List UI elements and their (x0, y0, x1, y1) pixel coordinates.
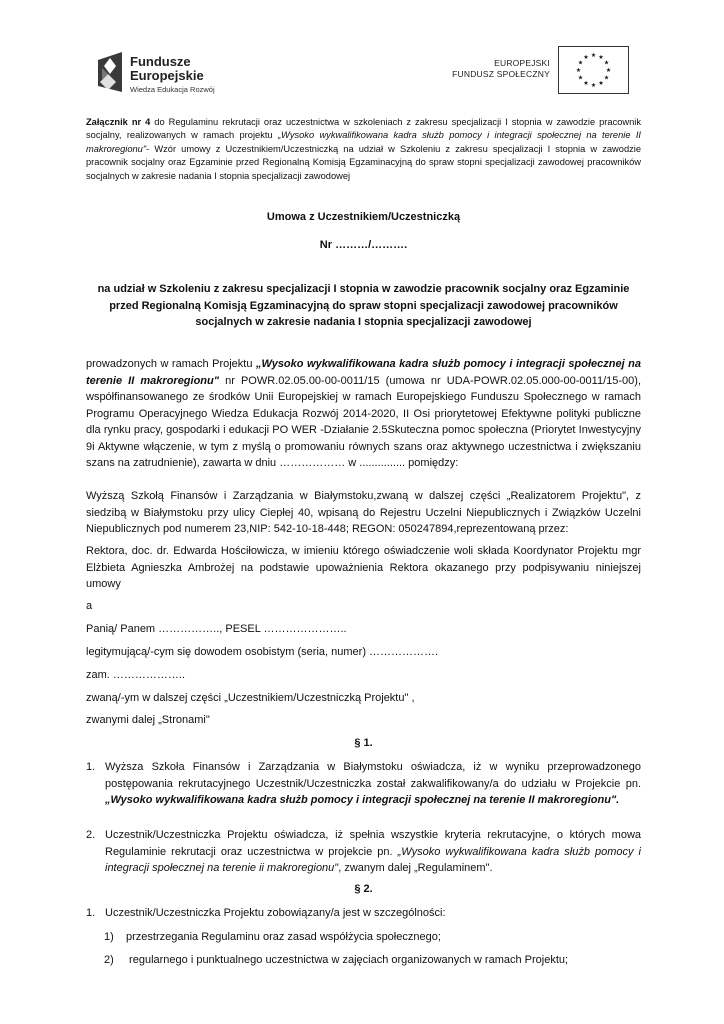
item-text-a: Wyższa Szkoła Finansów i Zarządzania w Białymstoku oświadcza, iż w wyniku przeprowadzonego postępowania rekrutacyjnego Uczestnik/Uczestniczka został zakwalifikowany/a do udziału w Projekcie pn. (105, 761, 641, 790)
id-document-line: legitymującą/-cym się dowodem osobistym (seria, numer) ………………. (86, 646, 439, 658)
document-number: Nr ………/………. (319, 239, 408, 251)
eu-star-icon (591, 53, 596, 57)
p1-text-c: nr POWR.02.05.00-00-0011/15 (umowa nr UDA-POWR.02.05.000-00-0011/15-00), współfinansowanego ze środków Unii Europejskiej w ramach Europejskiego Funduszu Społecznego w ramach Programu Operacyjnego Wiedza Edukacja Rozwój 2014-2020, II Osi priorytetowej Efektywne polityki publiczne dla rynku pracy, gospodarki i edukacji PO WER -Działanie 2.5Skuteczna pomoc społeczna (Priorytet Inwestycyjny 9i Aktywne włączenie, w tym z myślą o promowaniu równych szans oraz aktywnego uczestnictwa i zwiększaniu szans na zatrudnienie), zawarta w dniu ……………… w ............... pomiędzy: (86, 374, 641, 469)
logo-line-3: Wiedza Edukacja Rozwój (130, 85, 215, 94)
participant-name-line: Panią/ Panem …………….., PESEL ………………….. (86, 623, 347, 635)
item-project-name: „Wysoko wykwalifikowana kadra służb pomocy i integracji społecznej na terenie II makroregionu". (105, 794, 620, 806)
fundusze-europejskie-logo (96, 50, 236, 102)
subitem-number: 1) (104, 931, 114, 943)
conjunction-a: a (86, 600, 93, 612)
p1-project-name: „Wysoko wykwalifikowana kadra służb pomocy i integracji społecznej na terenie II makroregionu" (86, 358, 642, 387)
efs-logo-text (440, 58, 550, 80)
eu-star-icon (604, 75, 609, 79)
paragraph-realizator: Wyższą Szkołą Finansów i Zarządzania w Białymstoku,zwaną w dalszej części „Realizatorem Projektu", z siedzibą w Białymstoku przy ulicy Ciepłej 40, wpisaną do Rejestru Uczelni Niepublicznych i Związków Uczelni Niepublicznych pod numerem 23,NIP: 542-10-18-448; REGON: 050247894,reprezentowaną przez: (86, 490, 641, 535)
parties-definition-line: zwanymi dalej „Stronami" (86, 714, 210, 726)
fundusze-logo-mark-icon (96, 52, 124, 92)
subitem-text: przestrzegania Regulaminu oraz zasad współżycia społecznego; (126, 931, 441, 943)
address-line: zam. ……………….. (86, 669, 186, 681)
item-number: 1. (86, 761, 96, 773)
efs-line-1: EUROPEJSKI (494, 58, 550, 68)
attachment-intro (86, 116, 641, 183)
eu-star-icon (578, 75, 583, 79)
document-subject: na udział w Szkoleniu z zakresu specjalizacji I stopnia w zawodzie pracownik socjalny oraz Egzaminie przed Regionalną Komisją Egzaminacyjną do spraw stopni specjalizacji zawodowej pracowników socjalnych w zakresie nadania I stopnia specjalizacji zawodowej (97, 283, 630, 328)
eu-flag-icon (558, 46, 629, 94)
item-text: Uczestnik/Uczestniczka Projektu zobowiązany/a jest w szczególności: (105, 907, 446, 919)
attachment-number: Załącznik nr 4 (86, 117, 151, 127)
item-text-a: Uczestnik/Uczestniczka Projektu oświadcza, iż spełnia wszystkie kryteria rekrutacyjne, o których mowa Regulaminie rekrutacji oraz uczestnictwa w projekcie pn. (105, 829, 641, 858)
section-2-subitem-2 (104, 952, 641, 969)
item-number: 1. (86, 907, 96, 919)
section-1-heading: § 1. (354, 737, 373, 749)
paragraph-rector: Rektora, doc. dr. Edwarda Hościłowicza, w imieniu którego oświadczenie woli składa Koordynator Projektu mgr Elżbieta Agnieszka Ambrożej na podstawie upoważnienia Rektora okazanego przy podpisywaniu niniejszej umowy (86, 545, 641, 590)
eu-star-icon (591, 83, 596, 87)
item-project-name: „Wysoko wykwalifikowana kadra służb pomocy i integracji społecznej na terenie ii makroregionu" (105, 845, 641, 874)
eu-star-icon (584, 81, 589, 85)
document-title: Umowa z Uczestnikiem/Uczestniczką (266, 211, 461, 223)
eu-star-icon (604, 60, 609, 64)
section-2-subitem-1 (104, 929, 641, 946)
logo-line-2: Europejskie (130, 68, 204, 83)
item-number: 2. (86, 829, 96, 841)
eu-star-icon (606, 68, 611, 72)
eu-star-icon (599, 81, 604, 85)
subitem-number: 2) (104, 954, 114, 966)
eu-star-icon (599, 55, 604, 59)
subitem-text: regularnego i punktualnego uczestnictwa w zajęciach organizowanych w ramach Projektu; (126, 954, 569, 966)
paragraph-project (86, 356, 641, 472)
p1-text-a: prowadzonych w ramach Projektu (86, 358, 257, 370)
section-2-heading: § 2. (354, 883, 373, 895)
eu-star-icon (576, 68, 581, 72)
participant-definition-line: zwaną/-ym w dalszej części „Uczestnikiem/Uczestniczką Projektu" , (86, 692, 415, 704)
intro-text-2: - Wzór umowy z Uczestnikiem/Uczestniczką na udział w Szkoleniu z zakresu specjalizacji I stopnia w zawodzie pracownik socjalny oraz Egzaminie przed Regionalną Komisją Egzaminacyjną do spraw stopni specjalizacji zawodowej pracowników socjalnych w zakresie nadania I stopnia specjalizacji zawodowej (86, 143, 641, 181)
eu-star-icon (578, 60, 583, 64)
logo-line-1: Fundusze (130, 54, 191, 69)
eu-star-icon (584, 55, 589, 59)
intro-project-name: „Wysoko wykwalifikowana kadra służb pomocy i integracji społecznej na terenie II makroregionu" (86, 130, 642, 154)
efs-line-2: FUNDUSZ SPOŁECZNY (452, 69, 550, 79)
item-text-c: , zwanym dalej „Regulaminem". (338, 862, 493, 874)
intro-text-1: do Regulaminu rekrutacji oraz uczestnictwa w szkoleniach z zakresu specjalizacji I stopnia w zawodzie pracownik socjalny, realizowanych w ramach projektu (86, 117, 641, 141)
eu-stars-icon (559, 47, 628, 93)
